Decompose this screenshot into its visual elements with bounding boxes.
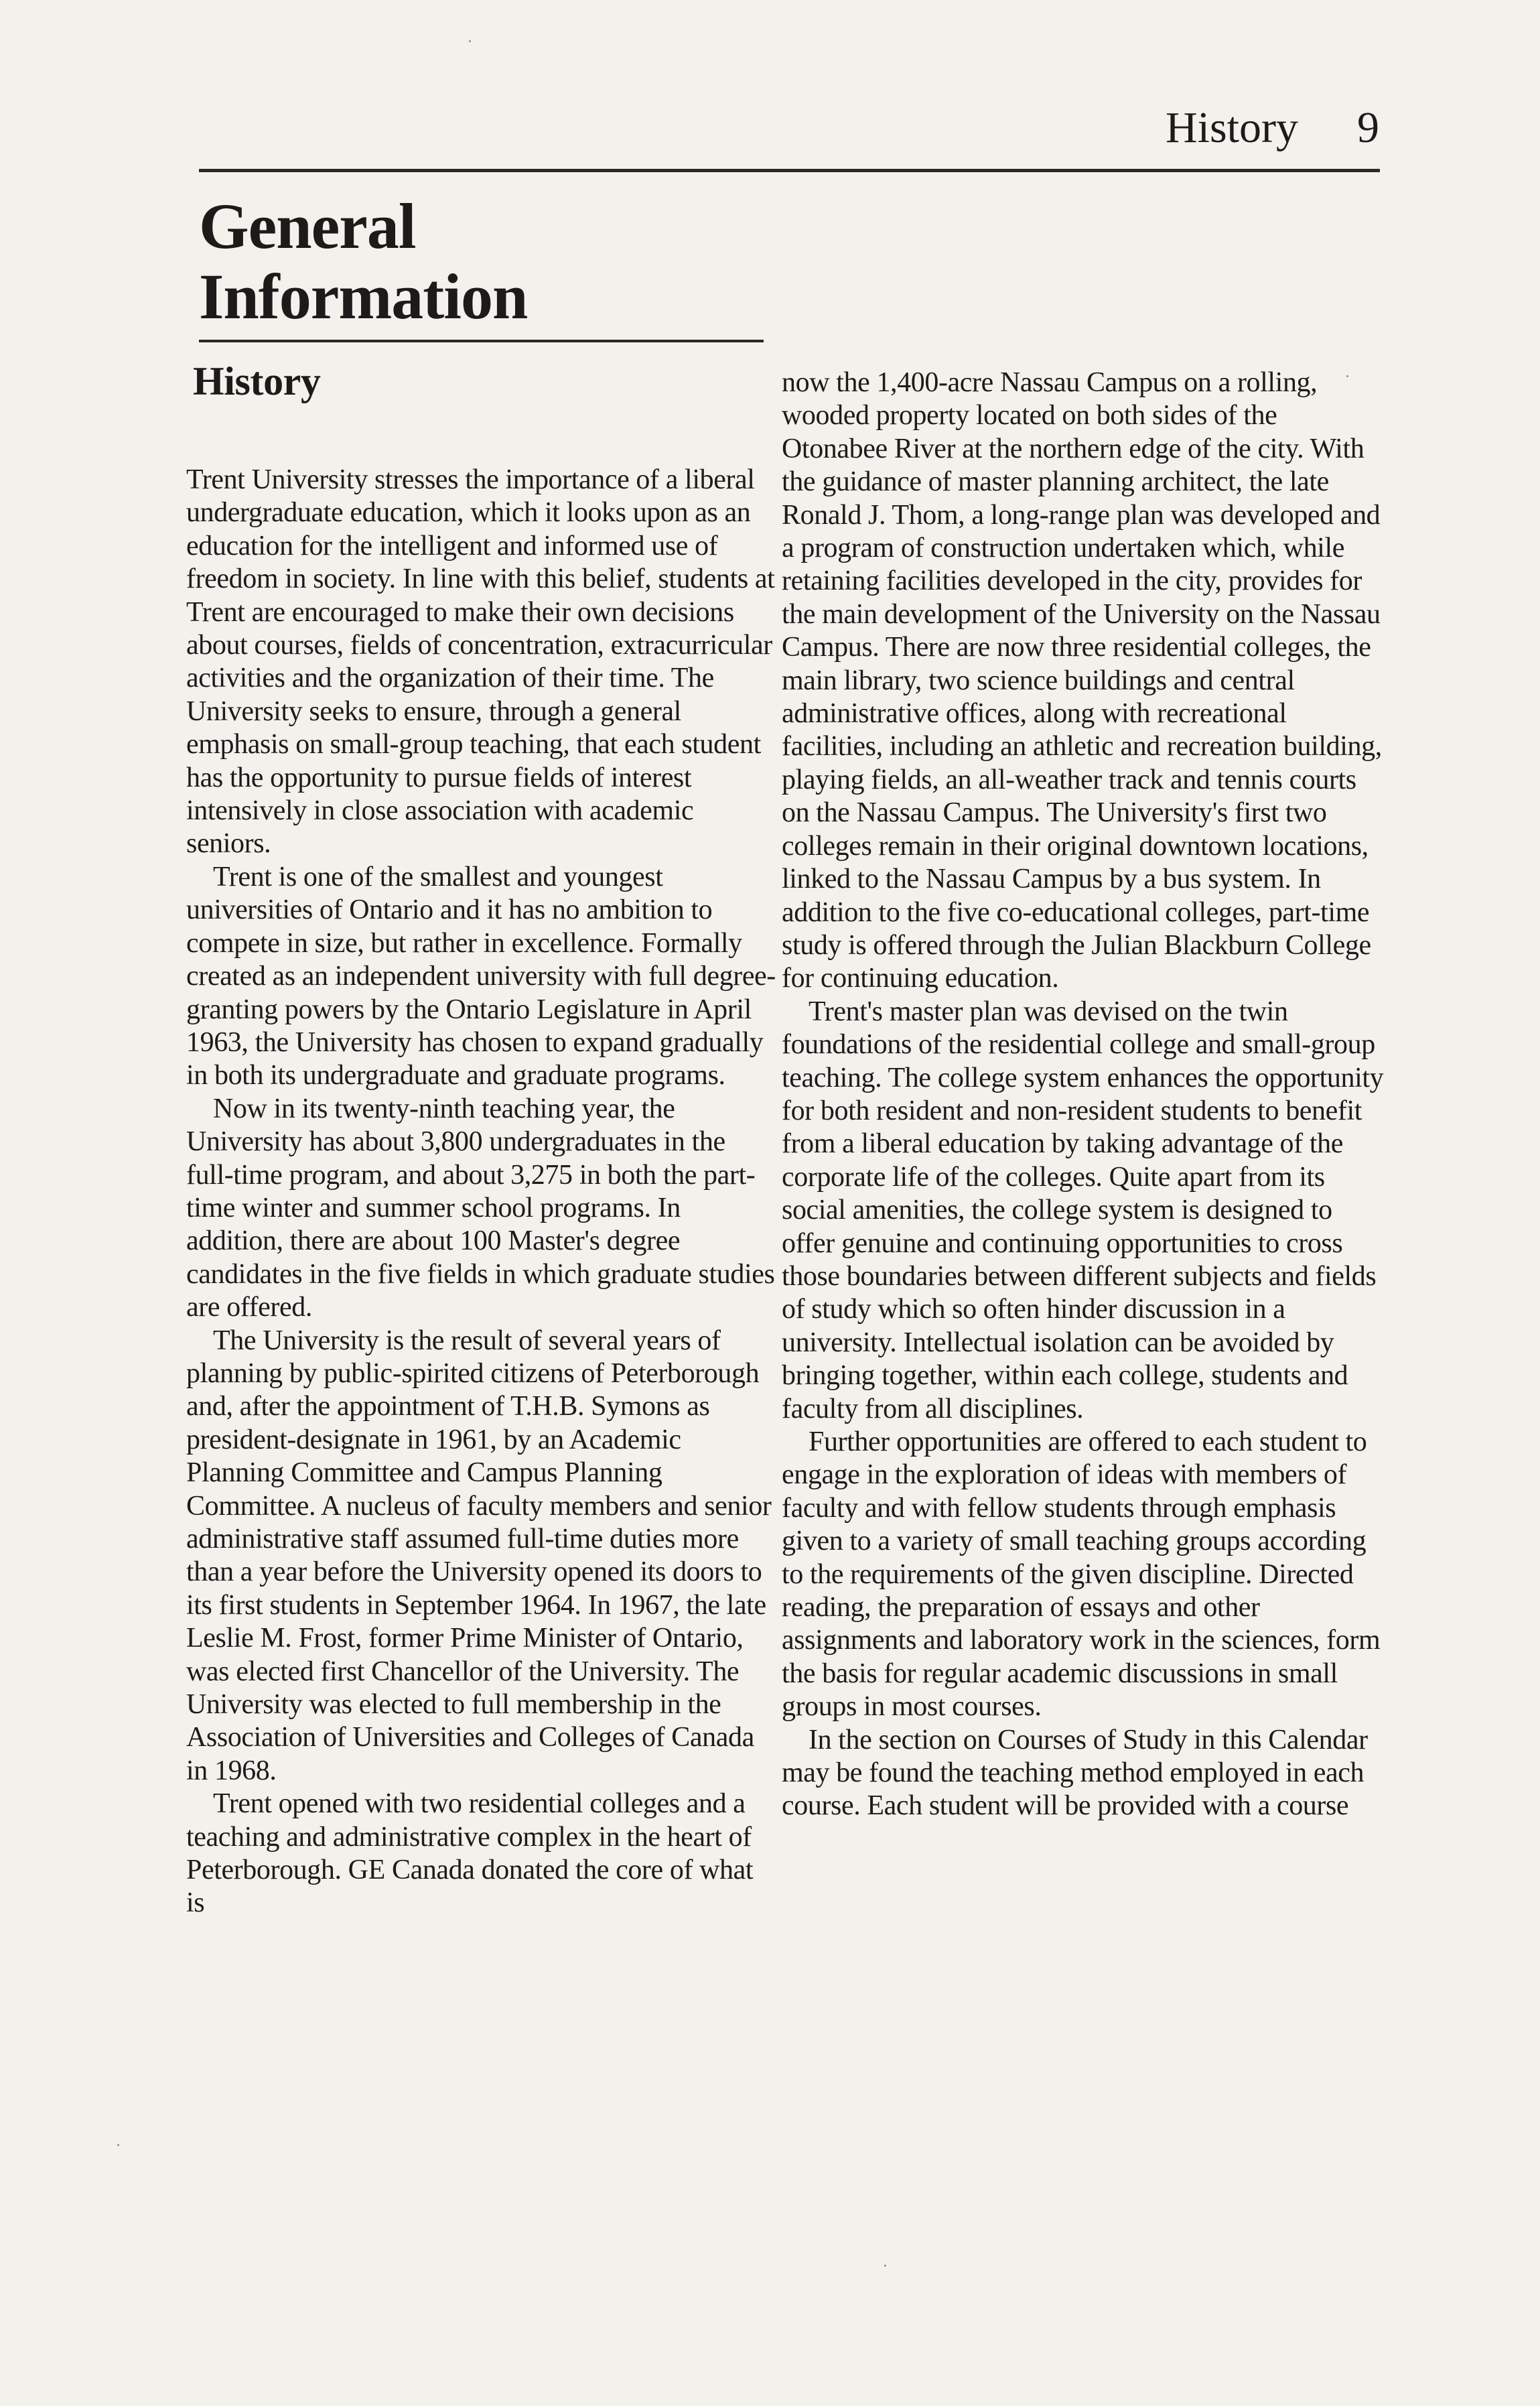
chapter-title-rule xyxy=(199,340,764,342)
running-header-section: History xyxy=(1166,103,1298,152)
paragraph: Trent is one of the smallest and youngest universities of Ontario and it has no ambition to compete in size, but rather in excellence. Formally created as an independent university with full degree-granting powers by the Ontario Legislature in April 1963, the University has chosen to expand gradually in both its undergraduate and graduate programs. xyxy=(186,861,776,1091)
paragraph: Further opportunities are offered to each student to engage in the exploration of ideas with members of faculty and with fellow students through emphasis given to a variety of small teaching groups according to the requirements of the given discipline. Directed reading, the preparation of essays and other assignments and laboratory work in the sciences, form the basis for regular academic discussions in small groups in most courses. xyxy=(782,1426,1381,1723)
chapter-title xyxy=(199,191,768,332)
scan-speck xyxy=(117,2144,119,2146)
paragraph: now the 1,400-acre Nassau Campus on a rolling, wooded property located on both sides of the Otonabee River at the northern edge of the city. With the guidance of master planning architect, the late Ronald J. Thom, a long-range plan was developed and a program of construction undertaken which, while retaining facilities developed in the city, provides for the main development of the University on the Nassau Campus. There are now three residential colleges, the main library, two science buildings and central administrative offices, along with recreational facilities, including an athletic and recreation building, playing fields, an all-weather track and tennis courts on the Nassau Campus. The University's first two colleges remain in their original downtown locations, linked to the Nassau Campus by a bus system. In addition to the five co-educational colleges, part-time study is offered through the Julian Blackburn College for continuing education. xyxy=(782,367,1382,994)
paragraph: Now in its twenty-ninth teaching year, the University has about 3,800 undergraduates in the full-time program, and about 3,275 in both the part-time winter and summer school programs. In addition, there are about 100 Master's degree candidates in the five fields in which graduate studies are offered. xyxy=(186,1093,775,1323)
section-heading: History xyxy=(193,359,321,403)
paragraph: Trent opened with two residential colleges and a teaching and administrative complex in the heart of Peterborough. GE Canada donated the core of what is xyxy=(186,1788,754,1919)
right-column xyxy=(782,366,1385,1823)
page-number: 9 xyxy=(1357,103,1379,152)
paragraph: Trent University stresses the importance of a liberal undergraduate education, which it looks upon as an education for the intelligent and informed use of freedom in society. In line with this belief, students at Trent are encouraged to make their own decisions about courses, fields of concentration, extracurricular activities and the organization of their time. The University seeks to ensure, through a general emphasis on small-group teaching, that each student has the opportunity to pursue fields of interest intensively in close association with academic seniors. xyxy=(186,464,775,860)
scan-speck xyxy=(884,2265,886,2267)
running-header xyxy=(1166,103,1379,152)
paragraph: The University is the result of several years of planning by public-spirited citizens of Peterborough and, after the appointment of T.H.B. Symons as president-designate in 1961, by an Academic Planning Committee and Campus Planning Committee. A nucleus of faculty members and senior administrative staff assumed full-time duties more than a year before the University opened its doors to its first students in September 1964. In 1967, the late Leslie M. Frost, former Prime Minister of Ontario, was elected first Chancellor of the University. The University was elected to full membership in the Association of Universities and Colleges of Canada in 1968. xyxy=(186,1325,772,1786)
paragraph: In the section on Courses of Study in this Calendar may be found the teaching method employed in each course. Each student will be provided with a course xyxy=(782,1724,1368,1822)
scan-speck xyxy=(469,40,471,42)
header-rule xyxy=(199,169,1380,172)
left-column xyxy=(186,358,776,1920)
scan-speck xyxy=(1346,375,1348,377)
chapter-title-line: General xyxy=(199,190,416,262)
chapter-title-line: Information xyxy=(199,261,528,332)
paragraph: Trent's master plan was devised on the twin foundations of the residential college and small-group teaching. The college system enhances the opportunity for both resident and non-resident students to benefit from a liberal education by taking advantage of the corporate life of the colleges. Quite apart from its social amenities, the college system is designed to offer genuine and continuing opportunities to cross those boundaries between different subjects and fields of study which so often hinder discussion in a university. Intellectual isolation can be avoided by bringing together, within each college, students and faculty from all disciplines. xyxy=(782,996,1384,1424)
